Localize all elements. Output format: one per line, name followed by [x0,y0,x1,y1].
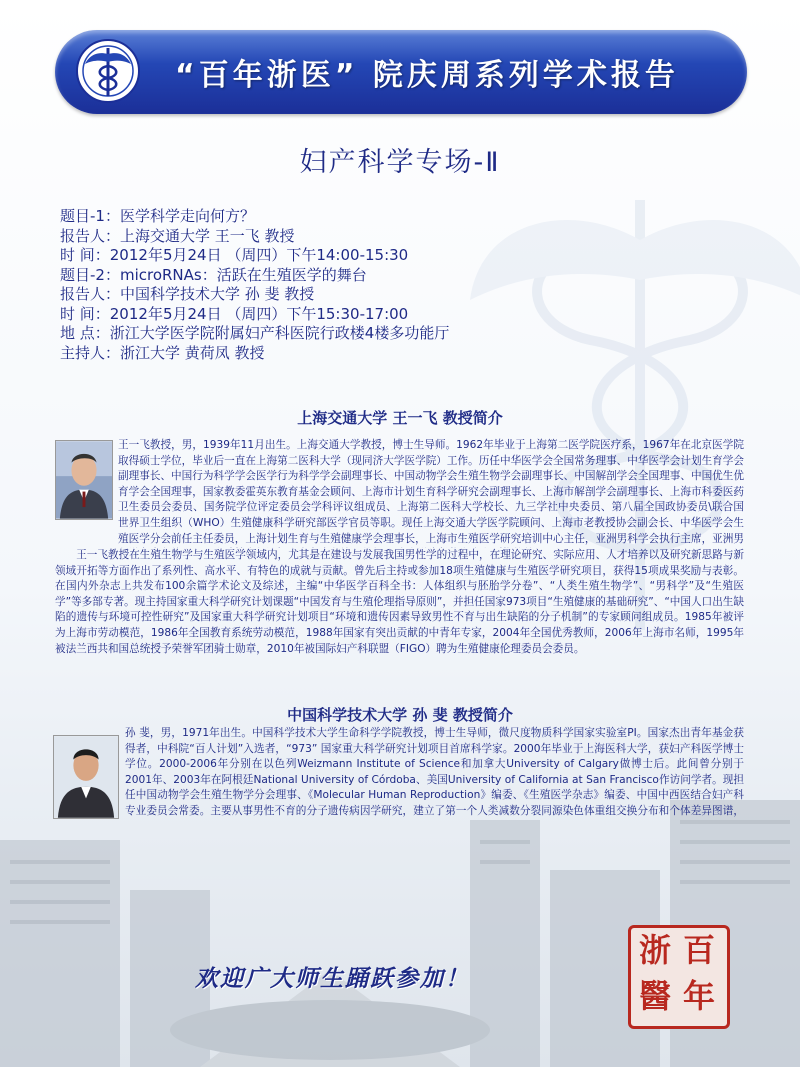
speaker-1: 报告人：上海交通大学 王一飞 教授 [60,226,295,245]
seal-char-4: 醫 [639,977,672,1015]
bio-1-paragraph-2: 王一飞教授在生殖生物学与生殖医学领域内，尤其是在建设与发展我国男性学的过程中，在理论研究、实际应用、人才培养以及研究新思路与新领域开拓等方面作出了系列性、高水平、有特色的成就与贡献。曾先后主持或参加18项生殖健康与生殖医学研究项目，获得15项成果奖励与表彰。在国内外杂志上共发布100余篇学术论文及综述，主编“中华医学百科全书：人体组织与胚胎学分卷”、“人类生殖生物学”、“男科学”及“生殖医学”等多部专著。现主持国家重大科学研究计划课题“中国发育与生殖伦理指导原则”，并担任国家973项目“生殖健康的基础研究”、“中国人口出生缺陷的遗传与环境可控性研究”及国家重大科学研究计划项目“环境和遗传因素导致男性不育与出生缺陷的分子机制”的专家顾问组成员。1985年被评为上海市劳动模范，1986年全国教育系统劳动模范，1988年国家有突出贡献的中青年专家，2004年全国优秀教师，2006年上海市名师，1995年被法兰西共和国总统授予荣誉军团骑士勋章，2010年被国际妇产科联盟（FIGO）聘为生殖健康伦理委员会委员。 [55,549,744,655]
speaker-2-photo [53,735,119,819]
welcome-slogan: 欢迎广大师生踊跃参加！ [195,966,470,992]
bio-1-text-bottom [55,548,744,680]
topic-2: 题目-2：microRNAs：活跃在生殖医学的舞台 [60,265,367,284]
page-subtitle: 妇产科学专场-Ⅱ [299,147,501,178]
time-2: 时 间：2012年5月24日 （周四）下午15:30-17:00 [60,304,409,323]
venue: 地 点：浙江大学医学院附属妇产科医院行政楼4楼多功能厅 [60,324,450,342]
school-emblem-icon [75,38,141,104]
bio-1-heading: 上海交通大学 王一飞 教授简介 [297,409,503,427]
host: 主持人：浙江大学 黄荷凤 教授 [60,343,265,362]
school-seal-stamp [628,925,730,1029]
banner-title: “百年浙医” 院庆周系列学术报告 [175,58,679,93]
title-banner [55,30,747,114]
time-1: 时 间：2012年5月24日 （周四）下午14:00-15:30 [60,246,409,264]
bio-2-paragraph: 孙 斐，男，1971年出生。中国科学技术大学生命科学学院教授，博士生导师，微尺度物质科学国家实验室PI。国家杰出青年基金获得者，中科院“百人计划”入选者，“973” 国家重大科学研究计划项目首席科学家。2000年毕业于上海医科大学，获妇产科医学博士学位。2000-2006年分别在以色列Weizmann Institute of Science和加拿大University of Calgary做博士后。此间曾分别于2001年、2003年在阿根廷National University of Córdoba、美国University of California at San Francisco作访问学者。现担任中国动物学会生殖生物学分会理事、《Molecular Human Reproduction》编委、《生殖医学杂志》编委、中国中西医结合妇产科专业委员会常委。主要从事男性不育的分子遗传病因学研究，建立了第一个人类减数分裂同源染色体重组交换分布和个体差异图谱， [125,727,744,817]
seal-char-3: 浙 [639,931,672,969]
topic-1: 题目-1：医学科学走向何方？ [60,207,255,225]
seal-char-1: 百 [683,931,716,969]
speaker-2: 报告人：中国科学技术大学 孙 斐 教授 [60,285,315,303]
bio-2-heading: 中国科学技术大学 孙 斐 教授简介 [287,706,513,724]
lecture-info [60,207,620,363]
speaker-1-photo [55,440,113,520]
bio-1-text-top [118,438,744,548]
bio-1-paragraph-1: 王一飞教授，男，1939年11月出生。上海交通大学教授，博士生导师。1962年毕业于上海第二医学院医疗系，1967年在北京医学院取得硕士学位，毕业后一直在上海第二医科大学（现同济大学医学院）工作。历任中华医学会全国常务理事、中华医学会计划生育学会副理事长、中国行为科学学会医学行为科学学会副理事长、中国动物学会生殖生物学会副理事长、中国解剖学会全国理事、中国优生优育学会全国理事，国家教委霍英东教育基金会顾问、上海市计划生育科学研究会副理事长、上海市解剖学会副理事长、上海市科委医药卫生委员会委员、国务院学位评定委员会学科评议组成员、上海第二医科大学校长、九三学社中央委员、第八届全国政协委员\联合国世界卫生组织（WHO）生殖健康科学研究部医学官员等职。现任上海交通大学医学院顾问、上海市老教授协会副会长、中华医学会生殖医学分会前任主任委员，上海计划生育与生殖健康学会理事长，上海市生殖医学研究培训中心主任，亚洲男科学会执行主席，亚洲男 [118,439,744,545]
bio-2-text-top [125,726,744,820]
seal-char-2: 年 [683,977,716,1015]
